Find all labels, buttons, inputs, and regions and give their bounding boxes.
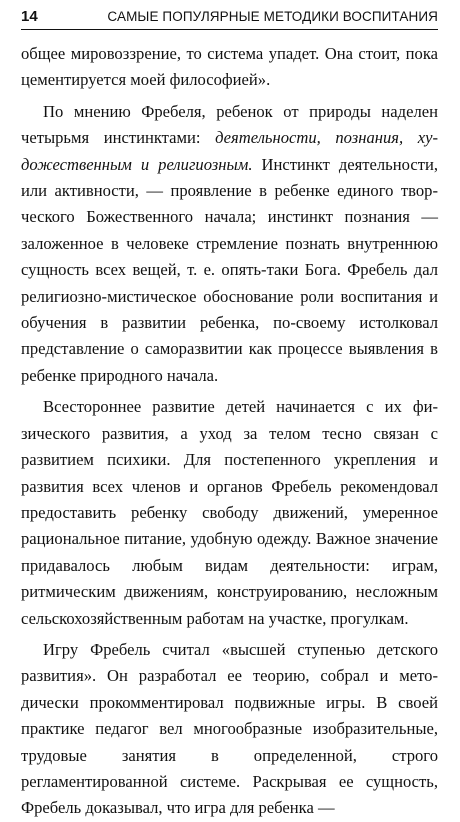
paragraph-play: Игру Фребель считал «высшей ступенью детского развития». Он разработал ее теорию, собрал и методически прокомментировал подвижные игры. В своей практике педагог вел многообразные изобразительные, трудовые занятия в определенной, строго регламентированной системе. Раскрывая ее сущность, Фребель доказывал, что игра для ребенка — — [21, 639, 438, 818]
running-title: САМЫЕ ПОПУЛЯРНЫЕ МЕТОДИКИ ВОСПИТАНИЯ — [107, 9, 438, 24]
page-number: 14 — [21, 8, 38, 25]
paragraph-continuation: общее мировоззрение, то система упадет. Она стоит, пока цементируется моей философией». — [21, 44, 438, 90]
paragraph-instincts-end: Инстинкт деятельности, или активности, — проявление в ребенке единого творческого Божественного начала; инстинкт познания — заложенное в человеке стремление познать внутреннюю сущность всех вещей, т. е. опять-таки Бога. Фребель дал религиозно-мистическое обоснование роли воспитания и обучения в развитии ребенка, по-своему истолковал представление о саморазвитии как процессе выявления в ребенке природного начала. — [21, 154, 438, 385]
header-rule — [21, 29, 438, 30]
body-text — [21, 41, 438, 822]
paragraph-instincts-start: По мнению Фребеля, ребенок от природы наделен четырьмя инстинктами: — [21, 101, 438, 148]
running-header — [21, 8, 438, 28]
instincts-italic-list: деятельности, познания, художественным и религиозным. — [21, 128, 438, 174]
paragraph-physical-development: Всестороннее развитие детей начинается с их физического развития, а уход за телом тесно связан с развитием психики. Для постепенного укрепления и развития всех членов и органов Фребель рекомендовал предоставить ребенку свободу движений, умеренное рациональное питание, удобную одежду. Важное значение придавалось любым видам деятельности: играм, ритмическим движениям, конструированию, несложным сельскохозяйственным работам на участке, прогулкам. — [21, 397, 438, 628]
paragraph-instincts — [21, 99, 438, 389]
